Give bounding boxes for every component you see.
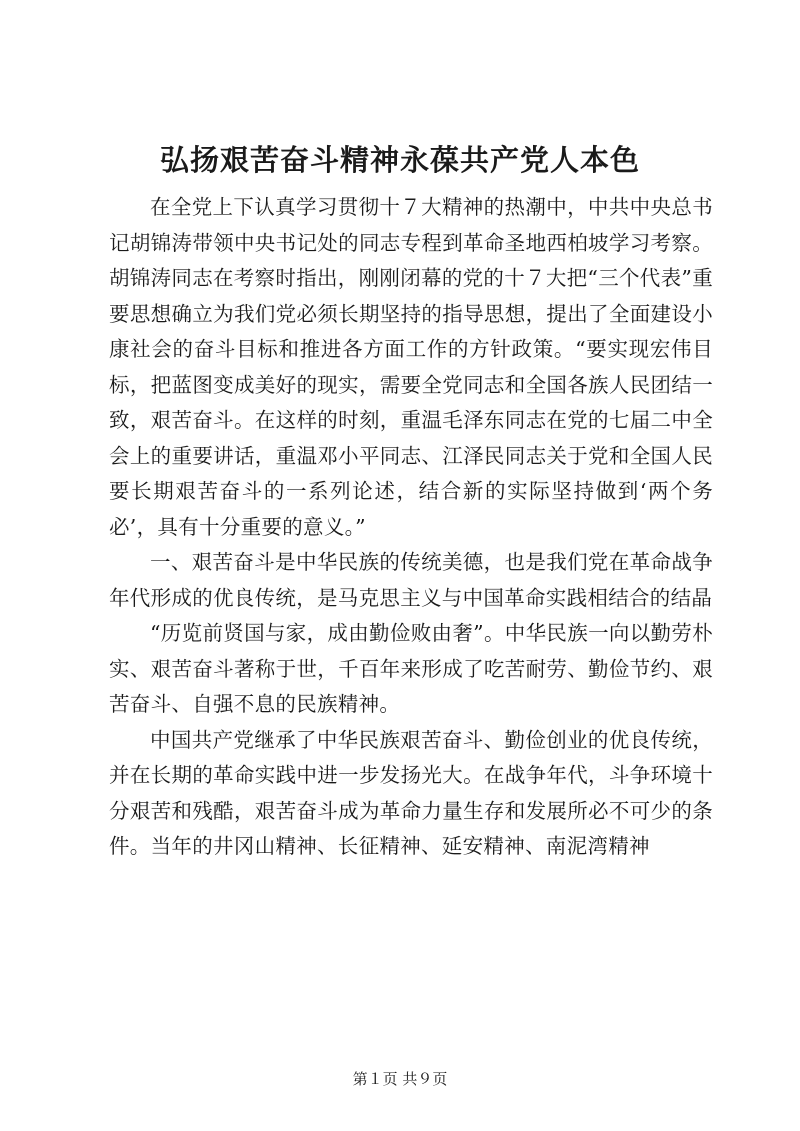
document-title: 弘扬艰苦奋斗精神永葆共产党人本色 — [159, 143, 640, 177]
paragraph-party-tradition: 中国共产党继承了中华民族艰苦奋斗、勤俭创业的优良传统，并在长期的革命实践中进一步发扬光大。在战争年代，斗争环境十分艰苦和残酷，艰苦奋斗成为革命力量生存和发展所必不可少的条件。当年的井冈山精神、长征精神、延安精神、南泥湾精神 — [109, 727, 713, 858]
page-number-footer: 第１页 共９页 — [352, 1070, 448, 1088]
paragraph-section-heading: 一、艰苦奋斗是中华民族的传统美德，也是我们党在革命战争年代形成的优良传统，是马克思主义与中国革命实践相结合的结晶 — [109, 550, 713, 610]
paragraph-intro: 在全党上下认真学习贯彻十７大精神的热潮中，中共中央总书记胡锦涛带领中央书记处的同志专程到革命圣地西柏坡学习考察。胡锦涛同志在考察时指出，刚刚闭幕的党的十７大把“三个代表”重要思想确立为我们党必须长期坚持的指导思想，提出了全面建设小康社会的奋斗目标和推进各方面工作的方针政策。“要实现宏伟目标，把蓝图变成美好的现实，需要全党同志和全国各族人民团结一致，艰苦奋斗。在这样的时刻，重温毛泽东同志在党的七届二中全会上的重要讲话，重温邓小平同志、江泽民同志关于党和全国人民要长期艰苦奋斗的一系列论述，结合新的实际坚持做到‘两个务必’，具有十分重要的意义。” — [109, 195, 713, 539]
document-body — [109, 190, 713, 865]
paragraph-proverb: “历览前贤国与家，成由勤俭败由奢”。中华民族一向以勤劳朴实、艰苦奋斗著称于世，千百年来形成了吃苦耐劳、勤俭节约、艰苦奋斗、自强不息的民族精神。 — [109, 621, 713, 716]
